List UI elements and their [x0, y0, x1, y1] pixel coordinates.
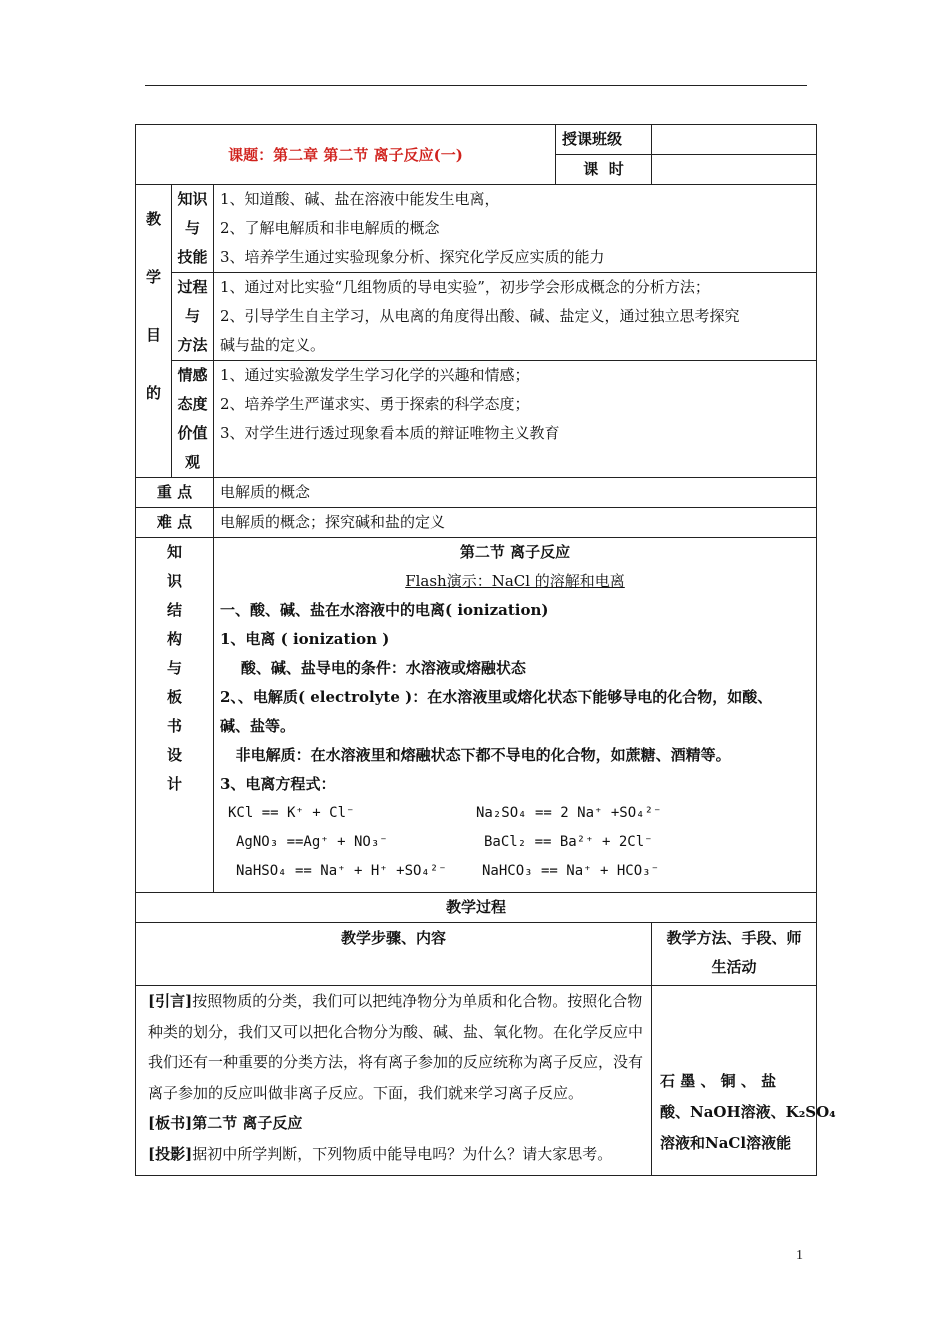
board-line: 2、、电解质( electrolyte )：在水溶液里或熔化状态下能够导电的化合物，如酸、	[220, 688, 773, 706]
equation-row	[220, 799, 810, 828]
board-content	[214, 538, 817, 893]
equation-row	[220, 828, 810, 857]
steps-header: 教学步骤、内容	[136, 923, 652, 986]
knowledge-label: 知识 与 技能	[172, 185, 214, 273]
board-line: 3、电离方程式：	[220, 775, 336, 793]
objectives-side-label: 教 学 目 的	[136, 185, 172, 478]
step-projection: [投影]据初中所学判断，下列物质中能导电吗？为什么？请大家思考。	[148, 1144, 613, 1163]
key-point-text: 电解质的概念	[214, 478, 817, 508]
knowledge-items: 1、知道酸、碱、盐在溶液中能发生电离， 2、了解电解质和非电解质的概念 3、培养学生通过实验现象分析、探究化学反应实质的能力	[214, 185, 817, 273]
methods-content: 石 墨 、 铜 、 盐 酸、NaOH溶液、K₂SO₄ 溶液和NaCl溶液能	[652, 986, 817, 1176]
difficulty-text: 电解质的概念；探究碱和盐的定义	[214, 508, 817, 538]
hours-label: 课 时	[556, 155, 652, 185]
steps-content	[136, 986, 652, 1176]
page-number: 1	[796, 1248, 803, 1263]
equation: NaHSO₄ == Na⁺ + H⁺ +SO₄²⁻	[236, 863, 447, 879]
step-board: [板书]第二节 离子反应	[148, 1114, 303, 1132]
board-line: 一、酸、碱、盐在水溶液中的电离( ionization)	[220, 601, 549, 619]
equation: KCl == K⁺ + Cl⁻	[228, 805, 355, 821]
board-side-label: 知 识 结 构 与 板 书 设 计	[136, 538, 214, 893]
equation-row	[220, 857, 810, 886]
board-heading: 第二节 离子反应	[459, 543, 571, 561]
process-label: 过程 与 方法	[172, 273, 214, 361]
class-value	[652, 125, 817, 155]
board-line: 非电解质：在水溶液里和熔融状态下都不导电的化合物，如蔗糖、酒精等。	[220, 746, 731, 764]
equation: AgNO₃ ==Ag⁺ + NO₃⁻	[236, 834, 388, 850]
hours-value	[652, 155, 817, 185]
board-line: 酸、碱、盐导电的条件：水溶液或熔融状态	[220, 659, 526, 677]
emotion-items: 1、通过实验激发学生学习化学的兴趣和情感； 2、培养学生严谨求实、勇于探索的科学态度； 3、对学生进行透过现象看本质的辩证唯物主义教育	[214, 361, 817, 478]
header-rule	[145, 85, 807, 86]
equation: Na₂SO₄ == 2 Na⁺ +SO₄²⁻	[476, 805, 662, 821]
lesson-title: 课题：第二章 第二节 离子反应(一)	[136, 125, 556, 185]
board-flash: Flash演示：NaCl 的溶解和电离	[405, 572, 625, 590]
step-intro: [引言]按照物质的分类，我们可以把纯净物分为单质和化合物。按照化合物种类的划分，我们又可以把化合物分为酸、碱、盐、氧化物。在化学反应中我们还有一种重要的分类方法，将有离子参加的反应统称为离子反应，没有离子参加的反应叫做非离子反应。下面，我们就来学习离子反应。	[148, 992, 644, 1102]
methods-header: 教学方法、手段、师 生活动	[652, 923, 817, 986]
equation: BaCl₂ == Ba²⁺ + 2Cl⁻	[484, 834, 653, 850]
board-line: 1、电离 ( ionization )	[220, 630, 390, 648]
process-title: 教学过程	[136, 893, 817, 923]
lesson-plan-table	[135, 124, 836, 1176]
board-line: 碱、盐等。	[220, 717, 296, 735]
difficulty-label: 难 点	[136, 508, 214, 538]
process-items: 1、通过对比实验“几组物质的导电实验”，初步学会形成概念的分析方法； 2、引导学生自主学习，从电离的角度得出酸、碱、盐定义，通过独立思考探究 碱与盐的定义。	[214, 273, 817, 361]
class-label: 授课班级	[556, 125, 652, 155]
key-point-label: 重 点	[136, 478, 214, 508]
emotion-label: 情感 态度 价值观	[172, 361, 214, 478]
equation: NaHCO₃ == Na⁺ + HCO₃⁻	[482, 863, 660, 879]
